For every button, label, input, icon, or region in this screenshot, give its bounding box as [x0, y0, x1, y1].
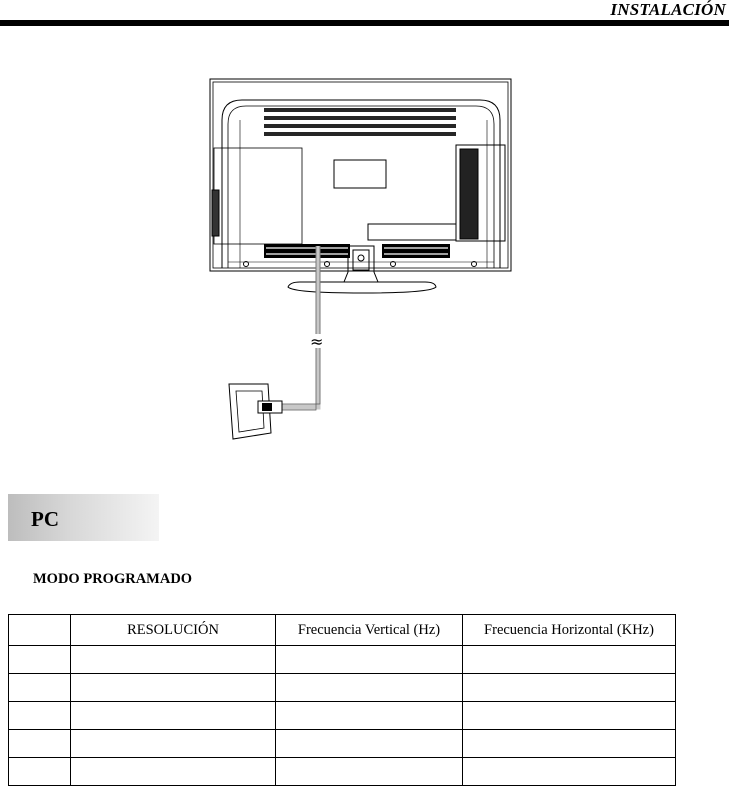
table-header-index — [9, 615, 71, 646]
table-cell — [71, 730, 276, 758]
table-cell — [463, 758, 676, 786]
section-subtitle: MODO PROGRAMADO — [33, 571, 193, 587]
power-cable — [281, 246, 318, 407]
tv-stand-base — [288, 282, 436, 293]
table-cell — [276, 674, 463, 702]
cable-break-mark: ≈ — [310, 332, 324, 351]
preset-mode-table — [8, 614, 676, 786]
table-header-vertical-frequency: Frecuencia Vertical (Hz) — [276, 615, 463, 646]
table-cell — [463, 674, 676, 702]
table-cell — [9, 646, 71, 674]
table-cell — [276, 702, 463, 730]
table-cell — [71, 646, 276, 674]
table-cell — [463, 646, 676, 674]
table-header-row — [9, 615, 676, 646]
table-cell — [463, 702, 676, 730]
table-row — [9, 646, 676, 674]
table-cell — [9, 674, 71, 702]
table-row — [9, 702, 676, 730]
table-cell — [9, 730, 71, 758]
table-cell — [463, 730, 676, 758]
table-header-horizontal-frequency: Frecuencia Horizontal (KHz) — [463, 615, 676, 646]
table-cell — [9, 702, 71, 730]
table-cell — [71, 674, 276, 702]
section-title: PC — [31, 507, 59, 531]
table-row — [9, 674, 676, 702]
table-cell — [276, 730, 463, 758]
table-cell — [9, 758, 71, 786]
table-row — [9, 758, 676, 786]
table-header-resolution: RESOLUCIÓN — [71, 615, 276, 646]
table-cell — [276, 646, 463, 674]
table-cell — [276, 758, 463, 786]
table-cell — [71, 758, 276, 786]
table-cell — [71, 702, 276, 730]
table-row — [9, 730, 676, 758]
page-header-title: INSTALACIÓN — [610, 0, 726, 19]
